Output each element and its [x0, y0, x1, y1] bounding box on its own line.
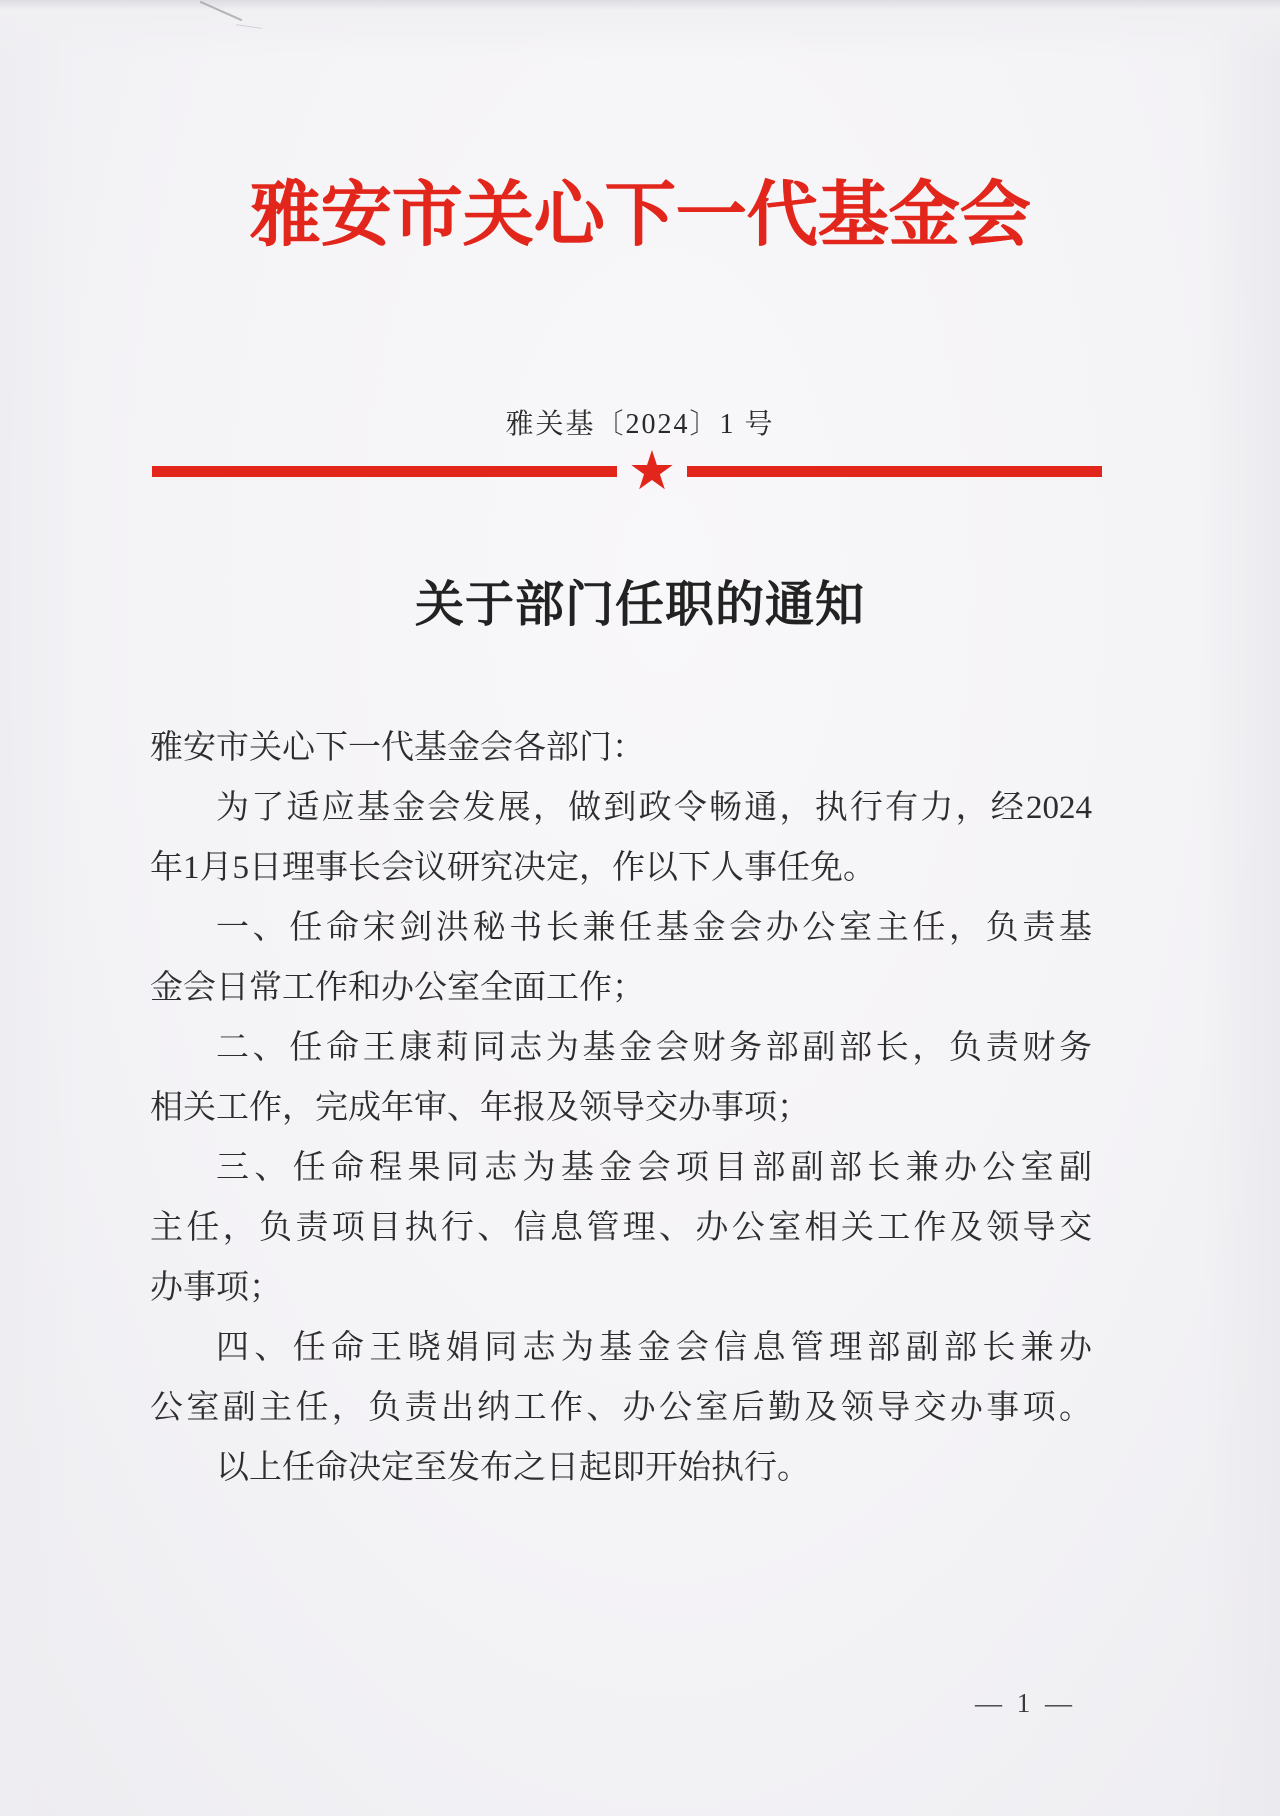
body-line: 公室副主任，负责出纳工作、办公室后勤及领导交办事项。 — [150, 1390, 1092, 1426]
body-line: 相关工作，完成年审、年报及领导交办事项； — [150, 1090, 810, 1126]
body-line: 三、任命程果同志为基金会项目部副部长兼办公室副 — [216, 1150, 1092, 1186]
body-line: 为了适应基金会发展，做到政令畅通，执行有力，经2024 — [216, 790, 1092, 826]
red-divider — [152, 439, 1102, 502]
body-line: 一、任命宋剑洪秘书长兼任基金会办公室主任，负责基 — [216, 910, 1092, 946]
body-line: 金会日常工作和办公室全面工作； — [150, 970, 645, 1006]
document-body — [150, 718, 1092, 1498]
body-line-salutation: 雅安市关心下一代基金会各部门： — [150, 730, 645, 766]
org-name-header: 雅安市关心下一代基金会 — [249, 177, 1031, 255]
scan-artifact — [236, 24, 262, 29]
red-divider-right-bar — [687, 466, 1102, 477]
document-title: 关于部门任职的通知 — [414, 577, 865, 632]
body-line-closing: 以上任命决定至发布之日起即开始执行。 — [216, 1450, 810, 1486]
body-line: 二、任命王康莉同志为基金会财务部副部长，负责财务 — [216, 1030, 1092, 1066]
red-divider-left-bar — [152, 466, 617, 477]
body-line: 年1月5日理事长会议研究决定，作以下人事任免。 — [150, 850, 876, 886]
scan-artifact — [200, 1, 243, 22]
star-icon: ★ — [627, 439, 677, 502]
body-line: 办事项； — [150, 1270, 282, 1306]
body-line: 主任，负责项目执行、信息管理、办公室相关工作及领导交 — [150, 1210, 1092, 1246]
document-number: 雅关基〔2024〕1 号 — [505, 409, 775, 440]
page-number: — 1 — — [975, 1688, 1076, 1718]
body-line: 四、任命王晓娟同志为基金会信息管理部副部长兼办 — [216, 1330, 1092, 1366]
